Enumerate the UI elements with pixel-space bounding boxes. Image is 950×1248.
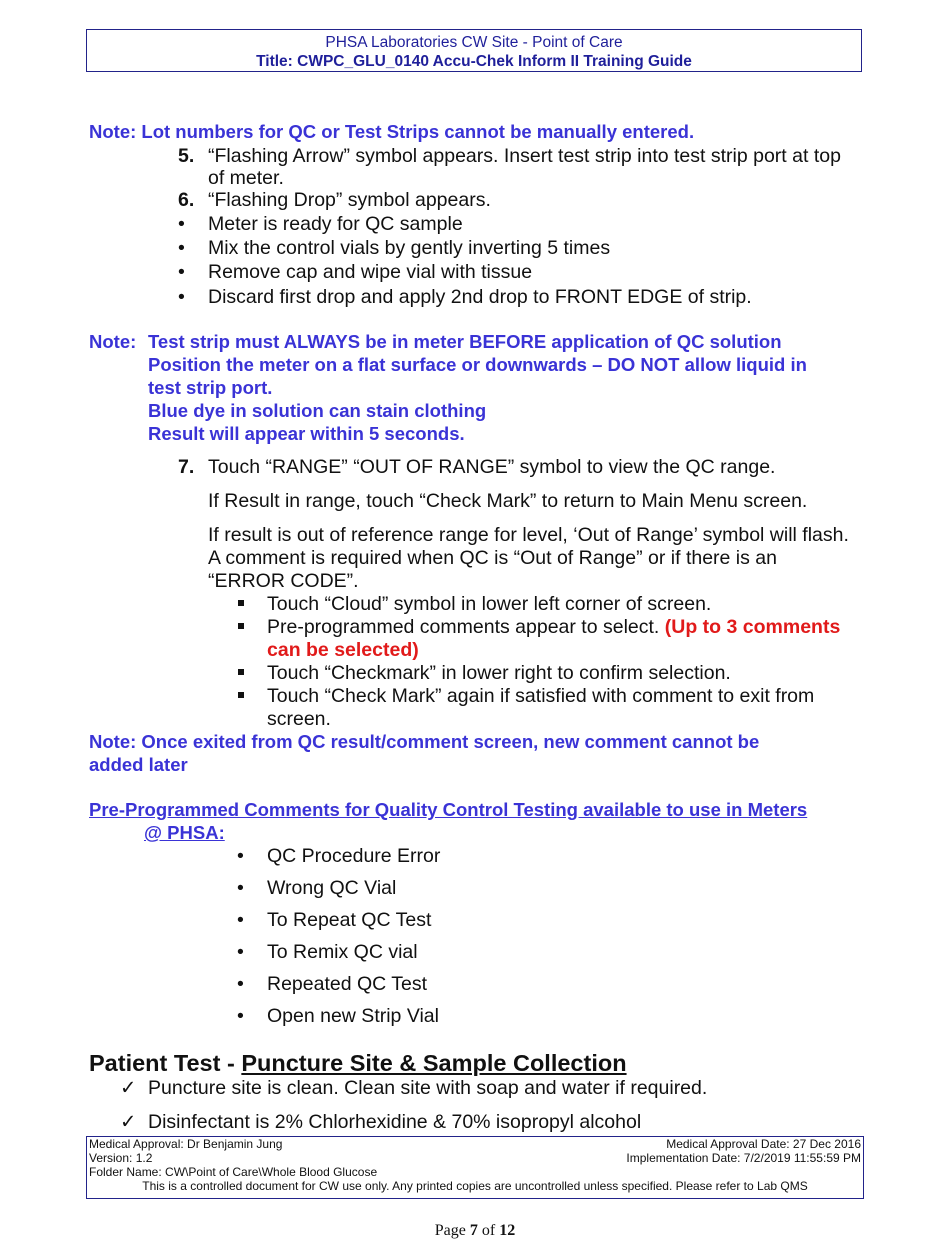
- step-6-text: “Flashing Drop” symbol appears.: [208, 189, 491, 211]
- note-exit-comment: Note: Once exited from QC result/comment screen, new comment cannot be: [89, 731, 760, 752]
- note-exit-comment-cont: added later: [89, 754, 188, 775]
- list-item: • Repeated QC Test: [267, 973, 427, 996]
- preprog-heading-cont: @ PHSA:: [144, 822, 225, 843]
- list-item: • QC Procedure Error: [267, 845, 440, 868]
- list-item: • Remove cap and wipe vial with tissue: [208, 261, 532, 284]
- list-item: • To Repeat QC Test: [267, 909, 431, 932]
- sub-list-item: Touch “Cloud” symbol in lower left corner of screen.: [267, 593, 712, 615]
- note-label: Note:: [89, 331, 137, 352]
- step-7-number: 7.: [178, 456, 195, 478]
- note-lot-numbers: Note: Lot numbers for QC or Test Strips cannot be manually entered.: [89, 121, 695, 142]
- note-line: Test strip must ALWAYS be in meter BEFORE application of QC solution: [148, 331, 782, 352]
- square-bullet-icon: [238, 623, 244, 629]
- page-number: [0, 1222, 950, 1240]
- patient-test-title: Puncture Site & Sample Collection: [241, 1050, 627, 1076]
- step-7-out-range-cont: A comment is required when QC is “Out of Range” or if there is an: [208, 547, 777, 569]
- list-item: • Discard first drop and apply 2nd drop to FRONT EDGE of strip.: [208, 286, 752, 309]
- footer-approval-date: Medical Approval Date: 27 Dec 2016: [666, 1137, 861, 1151]
- note-line: test strip port.: [148, 377, 273, 398]
- check-item: Disinfectant is 2% Chlorhexidine & 70% isopropyl alcohol: [148, 1111, 642, 1133]
- footer-folder: Folder Name: CW\Point of Care\Whole Blood Glucose: [89, 1165, 378, 1179]
- header-title: Title: CWPC_GLU_0140 Accu-Chek Inform II Training Guide: [256, 53, 692, 70]
- sub-list-item: Touch “Checkmark” in lower right to confirm selection.: [267, 662, 731, 684]
- list-item: • To Remix QC vial: [267, 941, 418, 964]
- step-7-error-code: “ERROR CODE”.: [208, 570, 359, 592]
- header-org: PHSA Laboratories CW Site - Point of Care: [325, 34, 623, 51]
- step-5-number: 5.: [178, 145, 195, 167]
- step-6-number: 6.: [178, 189, 195, 211]
- square-bullet-icon: [238, 692, 244, 698]
- note-line: Result will appear within 5 seconds.: [148, 423, 465, 444]
- preprog-heading: Pre-Programmed Comments for Quality Control Testing available to use in Meters: [89, 799, 808, 820]
- list-item: • Wrong QC Vial: [267, 877, 396, 900]
- page-of: of: [477, 1222, 500, 1239]
- footer-implementation-date: Implementation Date: 7/2/2019 11:55:59 PM: [626, 1151, 861, 1165]
- list-item: • Mix the control vials by gently inverting 5 times: [208, 237, 610, 260]
- sub-list-item: [267, 616, 840, 639]
- document-header: [86, 29, 862, 72]
- page-total: 12: [499, 1222, 516, 1239]
- note-line: Position the meter on a flat surface or downwards – DO NOT allow liquid in: [148, 354, 807, 375]
- footer-disclaimer: This is a controlled document for CW use only. Any printed copies are uncontrolled unless specified. Please refer to Lab QMS: [142, 1179, 808, 1193]
- square-bullet-icon: [238, 600, 244, 606]
- sub-list-item: Touch “Check Mark” again if satisfied with comment to exit from: [267, 685, 815, 707]
- patient-test-heading: [89, 1049, 627, 1077]
- page-label: Page: [434, 1222, 470, 1239]
- step-5-text-cont: of meter.: [208, 167, 284, 189]
- step-5-text: “Flashing Arrow” symbol appears. Insert test strip into test strip port at top: [208, 145, 841, 167]
- checkmark-icon: ✓: [120, 1077, 137, 1099]
- sub-list-red-text: (Up to 3 comments: [664, 616, 841, 638]
- list-item: • Meter is ready for QC sample: [208, 213, 463, 236]
- list-item: • Open new Strip Vial: [267, 1005, 439, 1028]
- step-7-out-range: If result is out of reference range for level, ‘Out of Range’ symbol will flash.: [208, 524, 849, 546]
- document-footer: [86, 1136, 864, 1199]
- note-line: Blue dye in solution can stain clothing: [148, 400, 487, 421]
- step-7-text: Touch “RANGE” “OUT OF RANGE” symbol to view the QC range.: [208, 456, 776, 478]
- sub-list-text: Pre-programmed comments appear to select.: [267, 616, 665, 638]
- sub-list-item-cont: screen.: [267, 708, 331, 730]
- checkmark-icon: ✓: [120, 1111, 137, 1133]
- sub-list-red-text-cont: can be selected): [267, 639, 419, 661]
- check-item: Puncture site is clean. Clean site with soap and water if required.: [148, 1077, 708, 1099]
- square-bullet-icon: [238, 669, 244, 675]
- page-current: 7: [469, 1222, 478, 1239]
- footer-approval: Medical Approval: Dr Benjamin Jung: [89, 1137, 283, 1151]
- step-7-in-range: If Result in range, touch “Check Mark” to return to Main Menu screen.: [208, 490, 808, 512]
- patient-test-prefix: Patient Test -: [89, 1050, 242, 1076]
- footer-version: Version: 1.2: [89, 1151, 153, 1165]
